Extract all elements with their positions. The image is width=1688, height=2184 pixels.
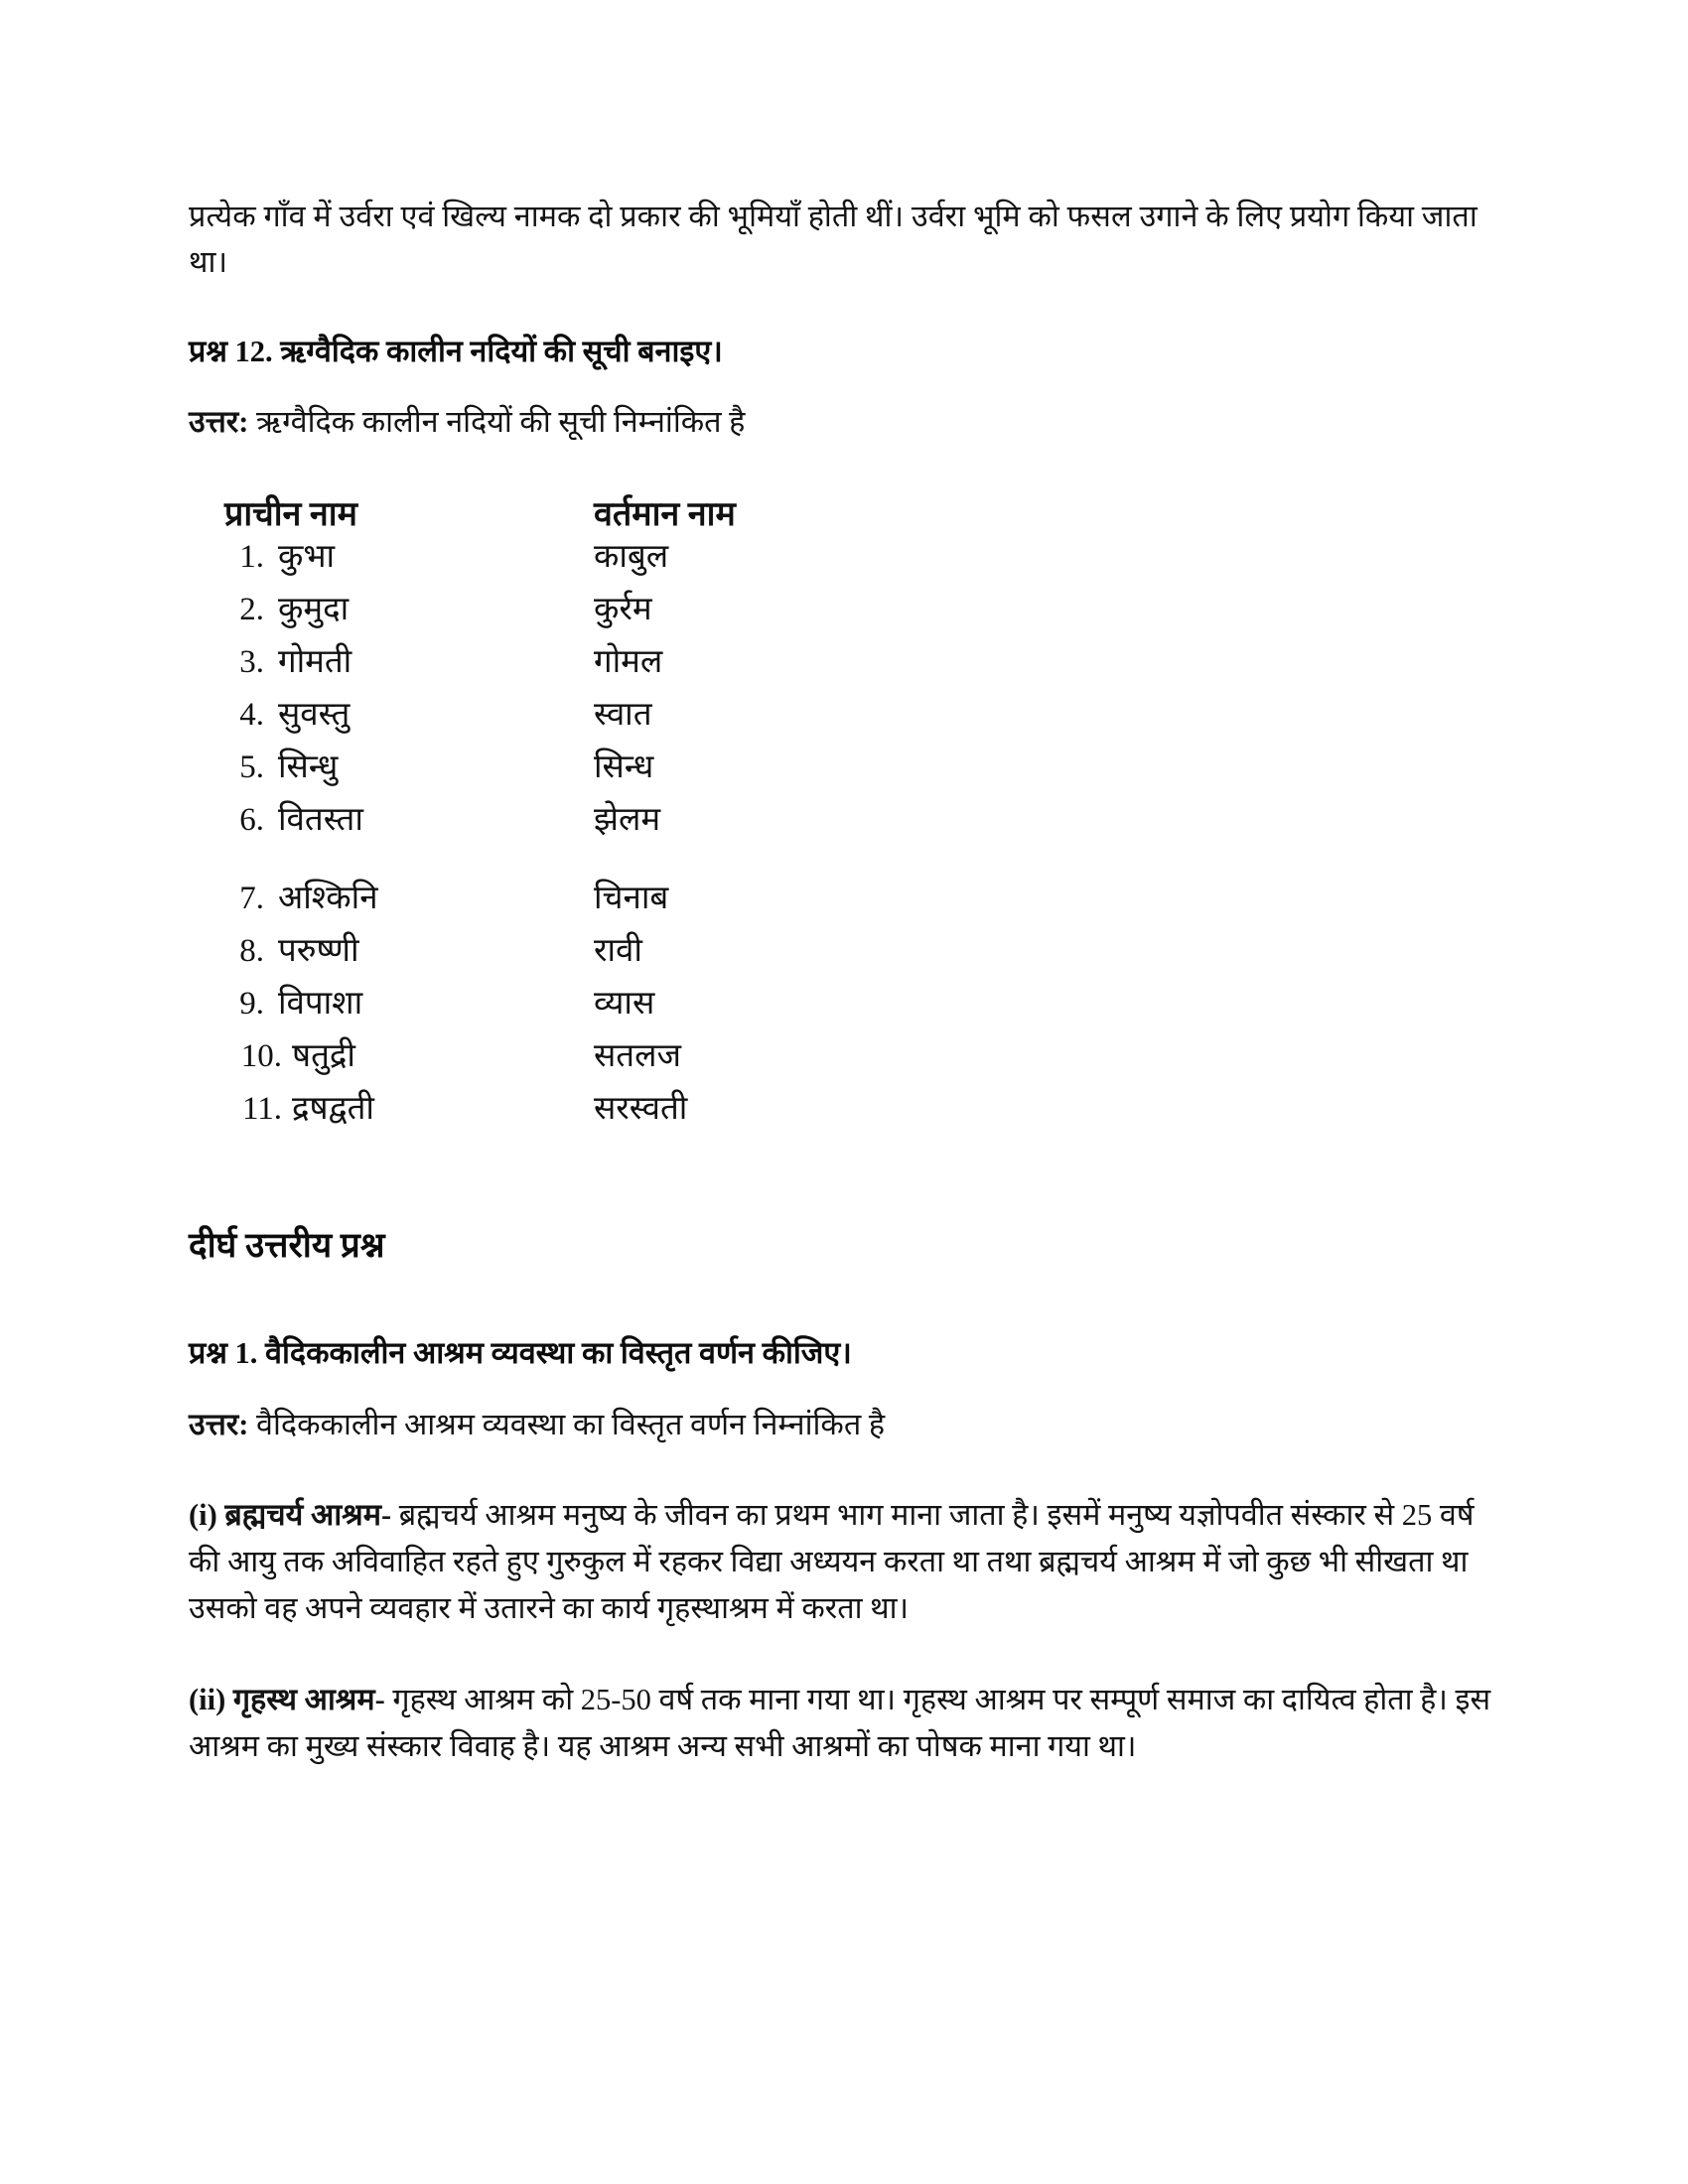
ancient-name: सिन्धु <box>278 750 339 786</box>
ashram-point-brahmacharya <box>189 1492 1499 1633</box>
row-number: 3. <box>239 644 264 681</box>
row-number: 8. <box>239 933 264 970</box>
row-number: 9. <box>239 986 264 1023</box>
table-row <box>207 935 1499 988</box>
point-marker: (ii) <box>189 1682 226 1716</box>
modern-name: गोमल <box>594 644 663 681</box>
column-header-modern: वर्तमान नाम <box>594 496 736 534</box>
table-row <box>207 751 1499 804</box>
modern-name: कुर्रम <box>594 592 652 628</box>
modern-name: व्यास <box>594 986 655 1023</box>
question-1-answer-line <box>189 1403 1499 1448</box>
ancient-name: गोमती <box>278 644 352 681</box>
column-header-ancient: प्राचीन नाम <box>224 496 357 534</box>
answer-label: उत्तर: <box>189 1407 249 1441</box>
row-number: 5. <box>239 750 264 786</box>
row-number: 4. <box>239 697 264 734</box>
row-number: 7. <box>239 881 264 917</box>
spacer <box>189 446 1499 489</box>
spacer <box>189 1377 1499 1403</box>
modern-name: सरस्वती <box>594 1091 688 1128</box>
row-number: 6. <box>239 802 264 839</box>
spacer <box>189 374 1499 400</box>
point-marker: (i) <box>189 1497 217 1532</box>
ancient-name: विपाशा <box>278 986 363 1023</box>
modern-name: रावी <box>594 933 642 970</box>
table-group-spacer <box>207 857 1499 883</box>
modern-name: सिन्ध <box>594 750 654 786</box>
table-row <box>207 1040 1499 1093</box>
answer-text: वैदिककालीन आश्रम व्यवस्था का विस्तृत वर्णन निम्नांकित है <box>248 1407 886 1441</box>
ancient-name: वितस्ता <box>278 802 363 839</box>
table-row <box>207 594 1499 646</box>
table-row <box>207 804 1499 857</box>
table-row <box>207 541 1499 594</box>
modern-name: चिनाब <box>594 881 669 917</box>
question-1-heading: प्रश्न 1. वैदिककालीन आश्रम व्यवस्था का विस्तृत वर्णन कीजिए। <box>189 1336 852 1371</box>
point-term: ब्रह्मचर्य आश्रम- <box>224 1497 392 1532</box>
modern-name: स्वात <box>594 697 652 734</box>
long-answer-section-heading: दीर्घ उत्तरीय प्रश्न <box>189 1226 385 1266</box>
question-12-heading: प्रश्न 12. ऋग्वैदिक कालीन नदियों की सूची बनाइए। <box>189 334 723 368</box>
ashram-point-grihastha <box>189 1677 1499 1771</box>
spacer <box>189 286 1499 330</box>
table-row <box>207 1093 1499 1146</box>
row-number: 11. <box>241 1091 282 1128</box>
table-row <box>207 883 1499 935</box>
ancient-name: षतुद्री <box>292 1038 355 1075</box>
modern-name: काबुल <box>594 539 669 576</box>
ancient-name: कुभा <box>278 539 336 576</box>
spacer <box>189 1146 1499 1221</box>
point-term: गृहस्थ आश्रम- <box>232 1682 385 1716</box>
ancient-name: परुष्णी <box>278 933 359 970</box>
spacer <box>189 1448 1499 1492</box>
question-12-answer-line <box>189 400 1499 446</box>
ancient-name: अश्किनि <box>278 881 378 917</box>
modern-name: सतलज <box>594 1038 681 1075</box>
ancient-name: कुमुदा <box>278 592 350 628</box>
table-row <box>207 699 1499 751</box>
answer-text: ऋग्वैदिक कालीन नदियों की सूची निम्नांकित है <box>248 405 746 440</box>
modern-name: झेलम <box>594 802 661 839</box>
river-names-table <box>207 489 1499 1146</box>
answer-label: उत्तर: <box>189 405 249 440</box>
table-header-row <box>207 489 1499 535</box>
ancient-name: द्रषद्वती <box>292 1091 374 1128</box>
spacer <box>189 1270 1499 1331</box>
ancient-name: सुवस्तु <box>278 697 351 734</box>
point-text: ब्रह्मचर्य आश्रम मनुष्य के जीवन का प्रथम भाग माना जाता है। इसमें मनुष्य यज्ञोपवीत संस्कार से 25 वर्ष की आयु तक अविवाहित रहते हुए गुरुकुल में रहकर विद्या अध्ययन करता था तथा ब्रह्मचर्य आश्रम में जो कुछ भी सीखता था उसको वह अपने व्यवहार में उतारने का कार्य गृहस्थाश्रम में करता था। <box>189 1497 1475 1626</box>
point-text: गृहस्थ आश्रम को 25-50 वर्ष तक माना गया था। गृहस्थ आश्रम पर सम्पूर्ण समाज का दायित्व होता है। इस आश्रम का मुख्य संस्कार विवाह है। यह आश्रम अन्य सभी आश्रमों का पोषक माना गया था। <box>189 1682 1491 1763</box>
intro-paragraph: प्रत्येक गाँव में उर्वरा एवं खिल्य नामक दो प्रकार की भूमियाँ होती थीं। उर्वरा भूमि को फसल उगाने के लिए प्रयोग किया जाता था। <box>189 200 1477 280</box>
spacer <box>189 1633 1499 1677</box>
table-row <box>207 646 1499 699</box>
row-number: 2. <box>239 592 264 628</box>
table-row <box>207 988 1499 1040</box>
row-number: 1. <box>239 539 264 576</box>
row-number: 10. <box>240 1038 282 1075</box>
